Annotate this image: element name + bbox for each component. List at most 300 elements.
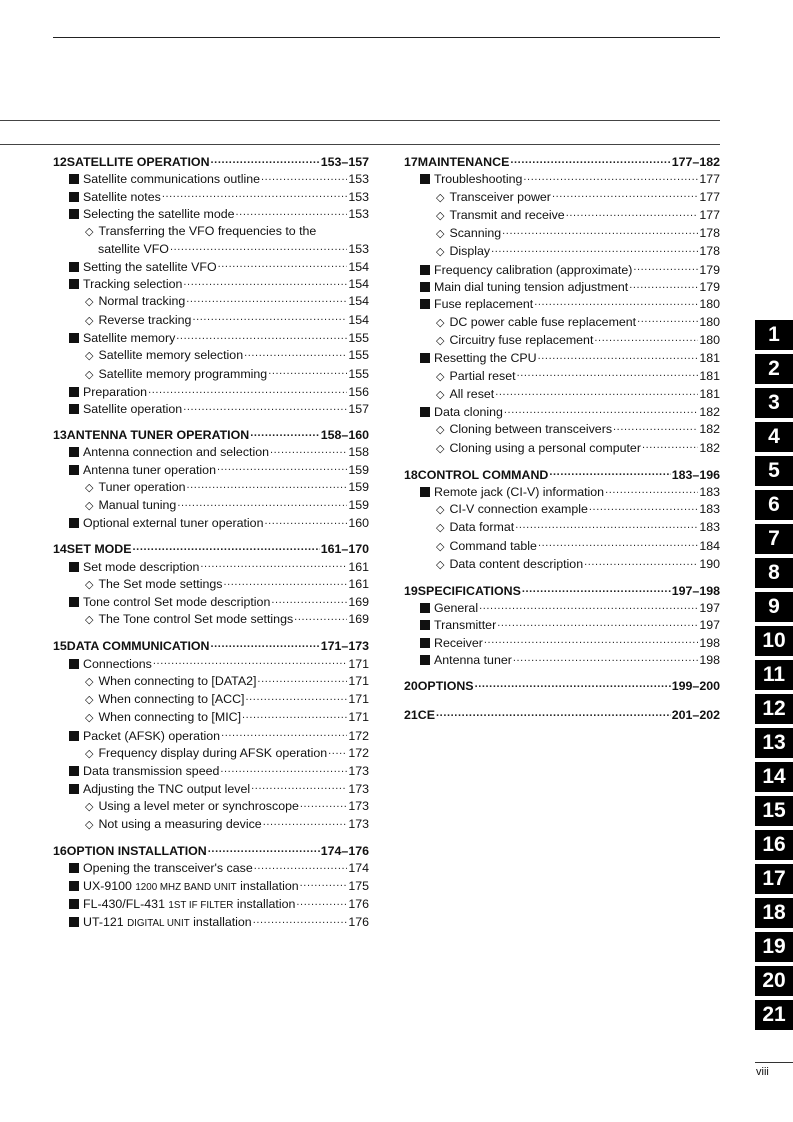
item-page: 155 (348, 366, 369, 381)
item-page: 181 (699, 351, 720, 366)
toc-item[interactable] (53, 384, 369, 401)
square-bullet-icon (420, 620, 430, 630)
toc-item[interactable] (53, 611, 369, 629)
toc-item[interactable] (53, 781, 369, 798)
chapter-tab-18[interactable]: 18 (755, 898, 793, 928)
toc-section (53, 843, 369, 932)
item-text: Tone control Set mode description (83, 595, 271, 610)
item-text: Troubleshooting (434, 172, 523, 187)
diamond-bullet-icon: ◇ (436, 334, 445, 347)
dot-leader (223, 578, 347, 588)
toc-item[interactable] (404, 484, 720, 501)
chapter-label (53, 541, 132, 558)
toc-item[interactable] (53, 798, 369, 816)
toc-item[interactable] (53, 594, 369, 611)
chapter-title: MAINTENANCE (417, 155, 510, 169)
item-page: 180 (699, 297, 720, 312)
toc-item[interactable] (53, 189, 369, 206)
toc-item[interactable] (404, 421, 720, 439)
toc-item[interactable] (53, 462, 369, 479)
item-label (85, 576, 222, 594)
square-bullet-icon (420, 299, 430, 309)
item-label (85, 347, 243, 365)
toc-chapter-entry[interactable] (53, 427, 369, 444)
item-text: Tuner operation (98, 479, 186, 494)
chapter-tab-6[interactable]: 6 (755, 490, 793, 520)
item-page: 153 (348, 206, 369, 221)
item-text: When connecting to [MIC] (98, 710, 242, 725)
dot-leader (208, 845, 320, 855)
toc-item[interactable] (53, 559, 369, 576)
toc-item[interactable] (404, 519, 720, 537)
dot-leader (218, 261, 348, 271)
chapter-tab-2[interactable]: 2 (755, 354, 793, 384)
item-page: 171 (348, 710, 369, 725)
toc-item[interactable] (53, 914, 369, 932)
dot-leader (133, 543, 320, 553)
item-text: DC power cable fuse replacement (449, 314, 637, 329)
item-page: 171 (348, 656, 369, 671)
dot-leader (294, 613, 347, 623)
toc-item[interactable] (53, 860, 369, 877)
dot-leader (566, 209, 699, 219)
item-label (420, 600, 478, 617)
item-label (69, 330, 175, 347)
toc-chapter-entry[interactable] (404, 583, 720, 600)
square-bullet-icon (69, 192, 79, 202)
toc-item[interactable] (53, 896, 369, 914)
dot-leader (497, 619, 698, 629)
toc-item[interactable] (53, 745, 369, 763)
item-label (69, 384, 147, 401)
item-page: 158 (348, 445, 369, 460)
item-text: Adjusting the TNC output level (83, 781, 251, 796)
item-label (85, 497, 176, 515)
chapter-tab-9[interactable]: 9 (755, 592, 793, 622)
chapter-label (53, 427, 249, 444)
item-label (436, 519, 514, 537)
item-text: Satellite notes (83, 189, 161, 204)
toc-item[interactable] (53, 878, 369, 896)
toc-chapter-entry[interactable] (404, 707, 720, 724)
toc-item[interactable] (404, 635, 720, 652)
toc-item[interactable] (404, 600, 720, 617)
item-page: 171 (348, 692, 369, 707)
toc-item[interactable] (53, 763, 369, 780)
chapter-tab-16[interactable]: 16 (755, 830, 793, 860)
toc-chapter-entry[interactable] (404, 154, 720, 171)
chapter-title: CE (417, 708, 436, 723)
chapter-tab-10[interactable]: 10 (755, 626, 793, 656)
item-text: The Tone control Set mode settings (98, 612, 294, 627)
item-text: UT-121 (83, 915, 124, 930)
dot-leader (502, 227, 698, 237)
chapter-tab-15[interactable]: 15 (755, 796, 793, 826)
diamond-bullet-icon: ◇ (436, 540, 445, 553)
toc-item[interactable] (53, 709, 369, 727)
chapter-tab-14[interactable]: 14 (755, 762, 793, 792)
item-text: Tracking selection (83, 277, 183, 292)
item-tail: installation (240, 878, 299, 893)
item-page: 176 (348, 915, 369, 930)
item-label (85, 223, 316, 241)
toc-item[interactable] (53, 497, 369, 515)
toc-item[interactable] (404, 556, 720, 574)
toc-item[interactable] (53, 241, 369, 258)
diamond-bullet-icon: ◇ (85, 614, 94, 627)
dot-leader (613, 423, 698, 433)
square-bullet-icon (69, 333, 79, 343)
toc-left-column (53, 154, 369, 941)
item-text: Satellite communications outline (83, 172, 261, 187)
item-text: Data format (449, 520, 515, 535)
item-label (69, 276, 182, 293)
item-page: 182 (699, 405, 720, 420)
toc-item[interactable] (53, 293, 369, 311)
page-number: viii (756, 1066, 769, 1078)
item-text: Transmit and receive (449, 207, 565, 222)
item-page: 172 (348, 746, 369, 760)
item-page: 179 (699, 262, 720, 277)
item-label (69, 896, 295, 914)
dot-leader (257, 675, 347, 685)
item-page: 173 (348, 798, 369, 813)
toc-item[interactable] (404, 368, 720, 386)
toc-chapter-entry[interactable] (53, 638, 369, 655)
item-label (85, 366, 267, 384)
item-page: 153 (348, 172, 369, 187)
toc-item[interactable] (404, 314, 720, 332)
item-label (420, 617, 496, 634)
dot-leader (242, 711, 347, 721)
square-bullet-icon (69, 404, 79, 414)
item-label (420, 635, 483, 652)
dot-leader (523, 173, 698, 183)
item-text: Cloning between transceivers (449, 422, 613, 437)
dot-leader (153, 658, 347, 668)
item-page: 174 (348, 861, 369, 876)
toc-item[interactable] (404, 262, 720, 279)
chapter-label (404, 467, 548, 484)
dot-leader (534, 298, 698, 308)
item-label (420, 279, 628, 296)
item-page: 154 (348, 259, 369, 274)
diamond-bullet-icon: ◇ (436, 388, 445, 401)
toc-item[interactable] (404, 350, 720, 367)
dot-leader (475, 680, 671, 690)
item-page: 173 (348, 781, 369, 796)
item-text: Command table (449, 538, 537, 553)
dot-leader (300, 880, 348, 890)
chapter-tab-1[interactable]: 1 (755, 320, 793, 350)
item-label (69, 462, 216, 479)
item-text: Optional external tuner operation (83, 516, 264, 531)
square-bullet-icon (420, 174, 430, 184)
item-text: When connecting to [DATA2] (98, 673, 257, 688)
chapter-tab-4[interactable]: 4 (755, 422, 793, 452)
toc-chapter-entry[interactable] (404, 678, 720, 695)
dot-leader (250, 429, 320, 439)
toc-item[interactable] (404, 332, 720, 350)
toc-item[interactable] (53, 171, 369, 188)
chapter-tab-7[interactable]: 7 (755, 524, 793, 554)
item-label (436, 421, 612, 439)
item-label (85, 691, 244, 709)
item-text: Frequency calibration (approximate) (434, 262, 633, 277)
diamond-bullet-icon: ◇ (436, 559, 445, 572)
item-text: Scanning (449, 226, 502, 241)
toc-item[interactable] (53, 479, 369, 497)
item-text: Transferring the VFO frequencies to the (98, 224, 317, 239)
dot-leader (217, 464, 347, 474)
chapter-number: 21 (404, 708, 418, 723)
dot-leader (268, 368, 347, 378)
toc-chapter-entry[interactable] (53, 843, 369, 860)
diamond-bullet-icon: ◇ (436, 191, 445, 204)
square-bullet-icon (420, 638, 430, 648)
item-label (420, 262, 632, 279)
dot-leader (236, 208, 348, 218)
dot-leader (491, 245, 698, 255)
toc-section (53, 541, 369, 629)
toc-item[interactable] (53, 366, 369, 384)
diamond-bullet-icon: ◇ (85, 226, 94, 239)
square-bullet-icon (69, 174, 79, 184)
dot-leader (495, 388, 698, 398)
item-page: 180 (699, 332, 720, 347)
toc-item[interactable] (404, 501, 720, 519)
chapter-tab-3[interactable]: 3 (755, 388, 793, 418)
item-page: 183 (699, 502, 720, 517)
dot-leader (263, 818, 348, 828)
folio-rule (755, 1062, 793, 1063)
chapter-title: DATA COMMUNICATION (66, 639, 210, 654)
item-smallcaps: DIGITAL UNIT (127, 918, 190, 930)
item-text: When connecting to [ACC] (98, 692, 245, 707)
toc-item[interactable] (404, 225, 720, 243)
chapter-number: 20 (404, 678, 418, 693)
chapter-pages: 171–173 (320, 639, 369, 654)
toc-item[interactable] (53, 347, 369, 365)
chapter-tab-21[interactable]: 21 (755, 1000, 793, 1030)
item-label (420, 484, 604, 501)
toc-item[interactable] (404, 279, 720, 296)
toc-item[interactable] (53, 576, 369, 594)
square-bullet-icon (69, 597, 79, 607)
chapter-tab-11[interactable]: 11 (755, 660, 793, 690)
item-page: 177 (699, 207, 720, 222)
item-text: Selecting the satellite mode (83, 206, 235, 221)
dot-leader (244, 349, 347, 359)
toc-item[interactable] (404, 404, 720, 421)
item-label (436, 314, 636, 332)
toc-item[interactable] (404, 207, 720, 225)
chapter-tab-5[interactable]: 5 (755, 456, 793, 486)
chapter-label (404, 583, 521, 600)
toc-item[interactable] (404, 617, 720, 634)
item-page: 153 (348, 189, 369, 204)
dot-leader (637, 316, 698, 326)
item-page: 178 (699, 226, 720, 241)
toc-chapter-entry[interactable] (53, 541, 369, 558)
chapter-label (53, 638, 210, 655)
toc-item[interactable] (53, 515, 369, 532)
item-text: Not using a measuring device (98, 817, 262, 832)
toc-item[interactable] (53, 259, 369, 276)
diamond-bullet-icon: ◇ (436, 228, 445, 241)
item-label (69, 206, 235, 223)
toc-chapter-entry[interactable] (404, 467, 720, 484)
toc-item[interactable] (404, 296, 720, 313)
dot-leader (245, 693, 347, 703)
item-label (69, 763, 219, 780)
toc-item[interactable] (404, 386, 720, 404)
diamond-bullet-icon: ◇ (85, 748, 94, 760)
item-text: All reset (449, 386, 495, 401)
dot-leader (170, 243, 347, 253)
chapter-title: CONTROL COMMAND (417, 467, 549, 482)
item-text: Satellite memory programming (98, 366, 268, 381)
chapter-number: 14 (53, 542, 67, 557)
square-bullet-icon (420, 353, 430, 363)
toc-item[interactable] (404, 652, 720, 669)
toc-item[interactable] (404, 538, 720, 556)
item-text: Manual tuning (98, 498, 177, 513)
dot-leader (186, 295, 347, 305)
diamond-bullet-icon: ◇ (85, 481, 94, 494)
item-page: 154 (348, 294, 369, 309)
item-page: 154 (348, 312, 369, 327)
item-text: Data cloning (434, 405, 503, 420)
chapter-tab-8[interactable]: 8 (755, 558, 793, 588)
item-page: 161 (348, 576, 369, 591)
item-page: 155 (348, 348, 369, 363)
chapter-number: 17 (404, 155, 418, 169)
item-page: 155 (348, 330, 369, 345)
chapter-label (404, 707, 435, 724)
item-text: Partial reset (449, 368, 516, 383)
item-page: 180 (699, 314, 720, 329)
toc-item[interactable] (404, 440, 720, 458)
item-page: 190 (699, 557, 720, 572)
diamond-bullet-icon: ◇ (85, 819, 94, 832)
dot-leader (642, 442, 698, 452)
square-bullet-icon (69, 766, 79, 776)
item-text: Remote jack (CI-V) information (434, 484, 605, 499)
diamond-bullet-icon: ◇ (85, 675, 94, 688)
toc-section (404, 707, 720, 724)
diamond-bullet-icon: ◇ (436, 370, 445, 383)
toc-item[interactable] (53, 816, 369, 834)
dot-leader (148, 386, 347, 396)
item-label (69, 401, 182, 418)
chapter-pages: 158–160 (320, 427, 369, 442)
item-text: Opening the transceiver's case (83, 861, 253, 876)
square-bullet-icon (69, 518, 79, 528)
toc-item[interactable] (53, 276, 369, 293)
item-text: Satellite operation (83, 402, 183, 417)
item-label (85, 479, 186, 497)
toc-item[interactable] (53, 691, 369, 709)
dot-leader (515, 521, 698, 531)
toc-item[interactable] (53, 330, 369, 347)
dot-leader (328, 747, 347, 757)
chapter-title: SPECIFICATIONS (417, 583, 521, 598)
item-text: Resetting the CPU (434, 351, 537, 366)
item-page: 160 (348, 516, 369, 531)
toc-item[interactable] (53, 206, 369, 223)
toc-item[interactable] (404, 171, 720, 188)
diamond-bullet-icon: ◇ (85, 350, 94, 363)
toc-chapter-entry[interactable] (53, 154, 369, 171)
dot-leader (552, 191, 698, 201)
dot-leader (183, 403, 347, 413)
chapter-tab-12[interactable]: 12 (755, 694, 793, 724)
item-page: 181 (699, 368, 720, 383)
item-label (85, 709, 241, 727)
toc-item[interactable] (404, 243, 720, 261)
item-label (420, 652, 512, 669)
header-rule-lower (0, 144, 720, 145)
item-label (85, 673, 256, 691)
toc-item[interactable] (53, 312, 369, 330)
item-text: Transceiver power (449, 189, 551, 204)
diamond-bullet-icon: ◇ (436, 442, 445, 455)
chapter-tab-17[interactable]: 17 (755, 864, 793, 894)
dot-leader (221, 730, 347, 740)
dot-leader (522, 585, 671, 595)
item-text: The Set mode settings (98, 576, 223, 591)
toc-section (53, 638, 369, 834)
chapter-tab-13[interactable]: 13 (755, 728, 793, 758)
item-label (420, 404, 503, 421)
toc-section (404, 583, 720, 669)
toc-item[interactable] (53, 444, 369, 461)
item-text: Connections (83, 656, 152, 671)
dot-leader (538, 540, 698, 550)
square-bullet-icon (69, 387, 79, 397)
toc-section (404, 154, 720, 458)
item-page: 159 (348, 462, 369, 477)
item-text: Transmitter (434, 618, 497, 633)
item-label (69, 171, 260, 188)
toc-item[interactable] (53, 673, 369, 691)
item-page: 169 (348, 595, 369, 610)
dot-leader (513, 654, 698, 664)
chapter-pages: 161–170 (320, 542, 369, 557)
item-page: 184 (699, 538, 720, 553)
item-text: Receiver (434, 635, 483, 650)
toc-item[interactable] (53, 728, 369, 745)
chapter-tab-19[interactable]: 19 (755, 932, 793, 962)
chapter-pages: 153–157 (320, 155, 369, 169)
chapter-tab-20[interactable]: 20 (755, 966, 793, 996)
item-label (436, 207, 565, 225)
toc-item[interactable] (53, 223, 369, 241)
diamond-bullet-icon: ◇ (85, 800, 94, 813)
item-label (98, 241, 169, 258)
dot-leader (183, 278, 347, 288)
item-text: Satellite memory selection (98, 348, 244, 363)
dot-leader (504, 406, 698, 416)
toc-item[interactable] (53, 401, 369, 418)
item-label (69, 860, 253, 877)
toc-item[interactable] (404, 189, 720, 207)
item-page: 183 (699, 484, 720, 499)
dot-leader (200, 561, 347, 571)
toc-item[interactable] (53, 656, 369, 673)
item-text: General (434, 601, 479, 616)
